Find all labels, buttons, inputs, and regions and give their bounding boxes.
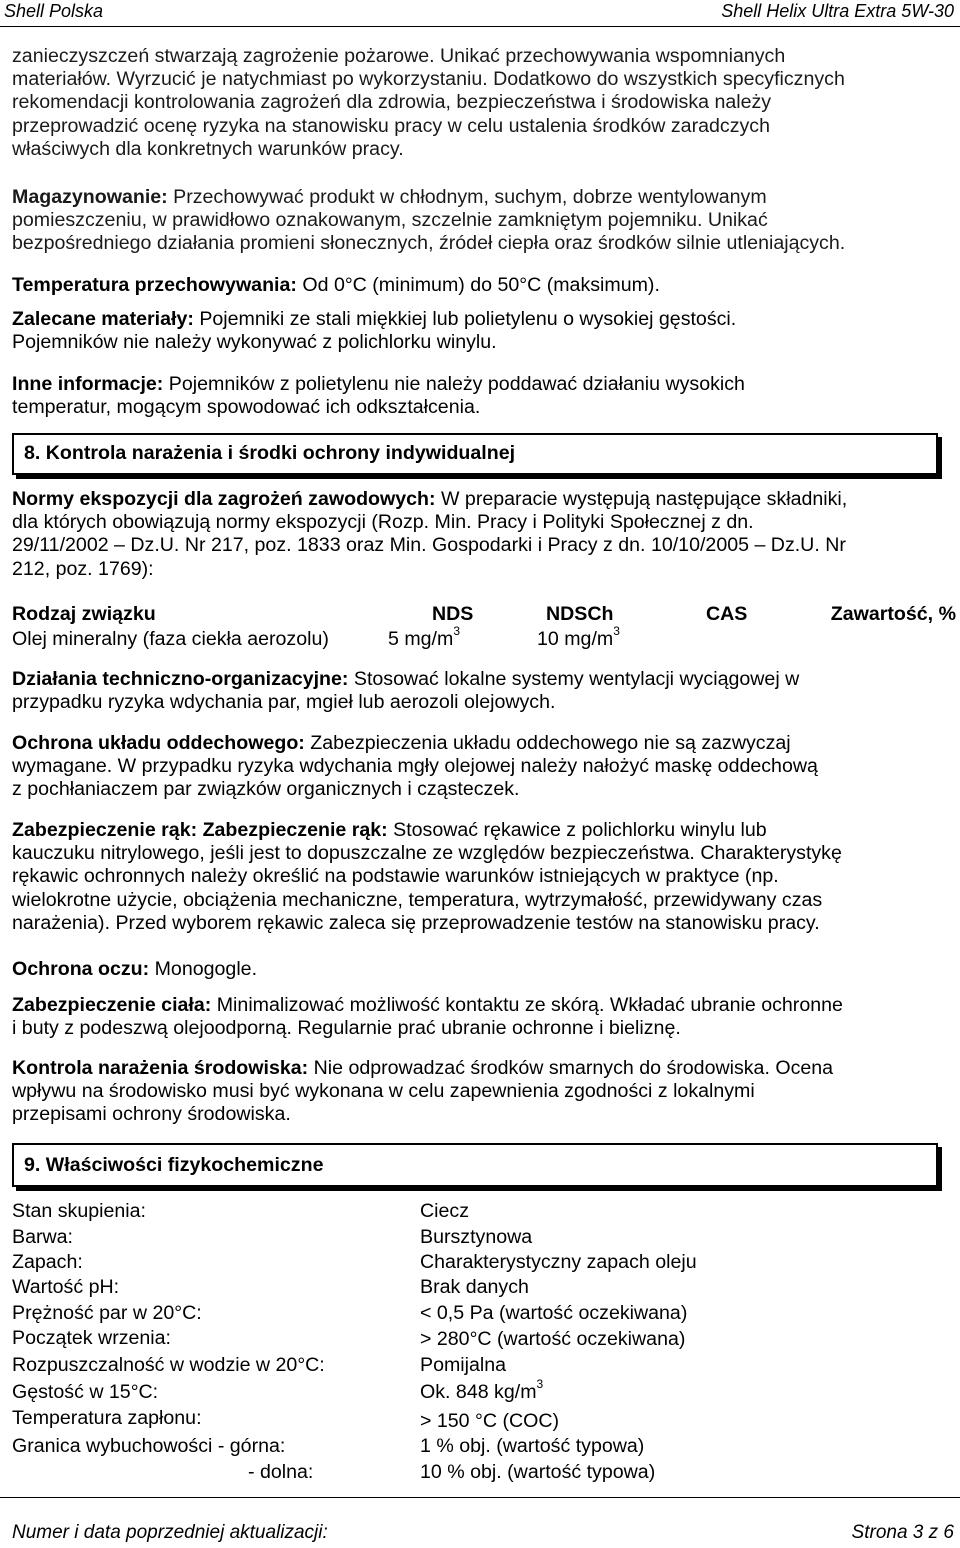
exposure-norms-paragraph <box>12 488 952 581</box>
hands-line: narażenia). Przed wyborem rękawic zaleca się przeprowadzenie testów na stanowisku pracy. <box>12 911 820 934</box>
intro-paragraph <box>12 45 952 161</box>
other-info-paragraph <box>12 373 952 419</box>
section-9-title: 9. Właściwości fizykochemiczne <box>24 1154 324 1176</box>
body-protection-text: Minimalizować możliwość kontaktu ze skórą. Wkładać ubranie ochronne <box>211 994 843 1016</box>
property-label: Temperatura zapłonu: <box>12 1407 202 1429</box>
env-control-text: Nie odprowadzać środków smarnych do środowiska. Ocena <box>308 1057 834 1079</box>
body-protection-label: Zabezpieczenie ciała: <box>12 994 212 1016</box>
tech-measures-paragraph <box>12 668 952 714</box>
storage-temp-paragraph <box>12 274 952 297</box>
intro-line: materiałów. Wyrzucić je natychmiast po wykorzystaniu. Dodatkowo do wszystkich specyficznych <box>12 68 845 91</box>
materials-line: Pojemników nie należy wykonywać z polichlorku winylu. <box>12 331 497 354</box>
property-label: Granica wybuchowości - górna: <box>12 1435 286 1457</box>
intro-line: właściwych dla konkretnych warunków pracy. <box>12 137 404 160</box>
respiratory-text: Zabezpieczenia układu oddechowego nie są zazwyczaj <box>304 732 791 754</box>
section-8-title: 8. Kontrola narażenia i środki ochrony indywidualnej <box>24 442 516 464</box>
env-control-label: Kontrola narażenia środowiska: <box>12 1057 309 1079</box>
page-header <box>0 0 960 27</box>
property-value: Charakterystyczny zapach oleju <box>420 1251 697 1273</box>
respiratory-label: Ochrona układu oddechowego: <box>12 732 305 754</box>
env-control-line: wpływu na środowisko musi być wykonana w celu zapewnienia zgodności z lokalnymi <box>12 1080 755 1103</box>
hands-label: Zabezpieczenie rąk: Zabezpieczenie rąk: <box>12 819 388 841</box>
storage-label: Magazynowanie: <box>12 186 168 208</box>
other-info-line: temperatur, mogącym spowodować ich odkształcenia. <box>12 396 481 419</box>
page-footer <box>0 1497 960 1543</box>
property-value: Ciecz <box>420 1200 469 1222</box>
intro-line: zanieczyszczeń stwarzają zagrożenie pożarowe. Unikać przechowywania wspomnianych <box>12 45 786 67</box>
other-info-text: Pojemników z polietylenu nie należy poddawać działaniu wysokich <box>163 373 745 395</box>
respiratory-paragraph <box>12 732 952 802</box>
env-control-line: przepisami ochrony środowiska. <box>12 1103 291 1126</box>
property-label: Stan skupienia: <box>12 1200 146 1222</box>
eyes-text: Monogogle. <box>149 958 258 980</box>
exposure-norms-line: 29/11/2002 – Dz.U. Nr 217, poz. 1833 oraz Min. Gospodarki i Pracy z dn. 10/10/2005 – Dz.U. Nr <box>12 534 846 557</box>
property-value: Brak danych <box>420 1276 529 1298</box>
materials-text: Pojemniki ze stali miękkiej lub polietylenu o wysokiej gęstości. <box>193 308 737 330</box>
tech-measures-line: przypadku ryzyka wdychania par, mgieł lub aerozoli olejowych. <box>12 691 556 714</box>
body-protection-paragraph <box>12 994 952 1040</box>
table-cell-nds: 5 $mg/m^3$ <box>388 624 461 650</box>
header-company: Shell Polska <box>4 1 104 21</box>
table-header-content: Zawartość, % <box>830 603 956 625</box>
materials-paragraph <box>12 308 952 354</box>
materials-label: Zalecane materiały: <box>12 308 194 330</box>
table-header-ndsch: NDSCh <box>546 603 614 625</box>
storage-text: Przechowywać produkt w chłodnym, suchym, dobrze wentylowanym <box>167 186 767 208</box>
property-label: Wartość pH: <box>12 1276 120 1298</box>
property-value: 1 % obj. (wartość typowa) <box>420 1435 645 1457</box>
exposure-norms-label: Normy ekspozycji dla zagrożeń zawodowych: <box>12 488 436 510</box>
property-value: Ok. 848 $kg/m^3$ <box>420 1377 544 1403</box>
hands-line: rękawic ochronnych należy określić na podstawie warunków istniejących w praktyce (np. <box>12 865 779 888</box>
table-cell-ndsch: 10 $mg/m^3$ <box>537 624 620 650</box>
exposure-norms-text: W preparacie występują następujące składniki, <box>435 488 848 510</box>
property-label: Zapach: <box>12 1251 83 1273</box>
property-label: Rozpuszczalność w wodzie w 20°C: <box>12 1354 325 1376</box>
property-value: 10 % obj. (wartość typowa) <box>420 1461 656 1483</box>
footer-revision-label: Numer i data poprzedniej aktualizacji: <box>12 1522 328 1543</box>
property-label: - dolna: <box>248 1461 314 1483</box>
storage-line: pomieszczeniu, w prawidłowo oznakowanym, szczelnie zamkniętym pojemniku. Unikać <box>12 209 768 232</box>
property-label: Początek wrzenia: <box>12 1327 171 1349</box>
body-protection-line: i buty z podeszwą olejoodporną. Regularnie prać ubranie ochronne i bieliznę. <box>12 1017 681 1040</box>
property-label: Prężność par w 20°C: <box>12 1302 202 1324</box>
table-header-nds: NDS <box>432 603 474 625</box>
storage-temp-text: Od 0°C (minimum) do 50°C (maksimum). <box>296 274 660 296</box>
hands-line: kauczuku nitrylowego, jeśli jest to dopuszczalne ze względów bezpieczeństwa. Charakterystykę <box>12 842 842 865</box>
footer-page-number: Strona 3 z 6 <box>851 1522 954 1543</box>
tech-measures-text: Stosować lokalne systemy wentylacji wyciągowej w <box>348 668 800 690</box>
hands-text: Stosować rękawice z polichlorku winylu lub <box>387 819 767 841</box>
property-value: Bursztynowa <box>420 1226 533 1248</box>
hands-line: wielokrotne użycie, obciążenia mechaniczne, temperatura, wytrzymałość, przewidywany czas <box>12 888 823 911</box>
property-value: > 150 °C (COC) <box>420 1410 560 1432</box>
exposure-norms-line: 212, poz. 1769): <box>12 557 154 580</box>
exposure-norms-line: dla których obowiązują normy ekspozycji (Rozp. Min. Pracy i Polityki Społecznej z dn. <box>12 511 754 534</box>
hands-paragraph <box>12 819 952 935</box>
respiratory-line: z pochłaniaczem par związków organicznych i cząsteczek. <box>12 778 520 801</box>
other-info-label: Inne informacje: <box>12 373 164 395</box>
storage-temp-label: Temperatura przechowywania: <box>12 274 297 296</box>
section-9-heading-box <box>12 1143 938 1187</box>
intro-line: przeprowadzić ocenę ryzyka na stanowisku pracy w celu ustalenia środków zaradczych <box>12 114 770 137</box>
property-value: > 280°C (wartość oczekiwana) <box>420 1328 686 1350</box>
intro-line: rekomendacji kontrolowania zagrożeń dla zdrowia, bezpieczeństwa i środowiska należy <box>12 91 772 114</box>
table-header-compound: Rodzaj związku <box>12 603 156 625</box>
tech-measures-label: Działania techniczno-organizacyjne: <box>12 668 349 690</box>
storage-paragraph <box>12 186 952 256</box>
property-value: < 0,5 Pa (wartość oczekiwana) <box>420 1302 688 1324</box>
respiratory-line: wymagane. W przypadku ryzyka wdychania mgły olejowej należy nałożyć maskę oddechową <box>12 755 818 778</box>
storage-line: bezpośredniego działania promieni słonecznych, źródeł ciepła oraz środków silnie utleniających. <box>12 232 846 255</box>
header-product: Shell Helix Ultra Extra 5W-30 <box>721 1 954 21</box>
property-label: Barwa: <box>12 1226 73 1248</box>
eyes-label: Ochrona oczu: <box>12 958 150 980</box>
env-control-paragraph <box>12 1057 952 1127</box>
table-header-cas: CAS <box>706 603 748 625</box>
eyes-paragraph <box>12 958 952 981</box>
property-label: Gęstość w 15°C: <box>12 1381 159 1403</box>
table-cell-compound: Olej mineralny (faza ciekła aerozolu) <box>12 628 329 650</box>
section-8-heading-box <box>12 433 938 475</box>
property-value: Pomijalna <box>420 1354 507 1376</box>
